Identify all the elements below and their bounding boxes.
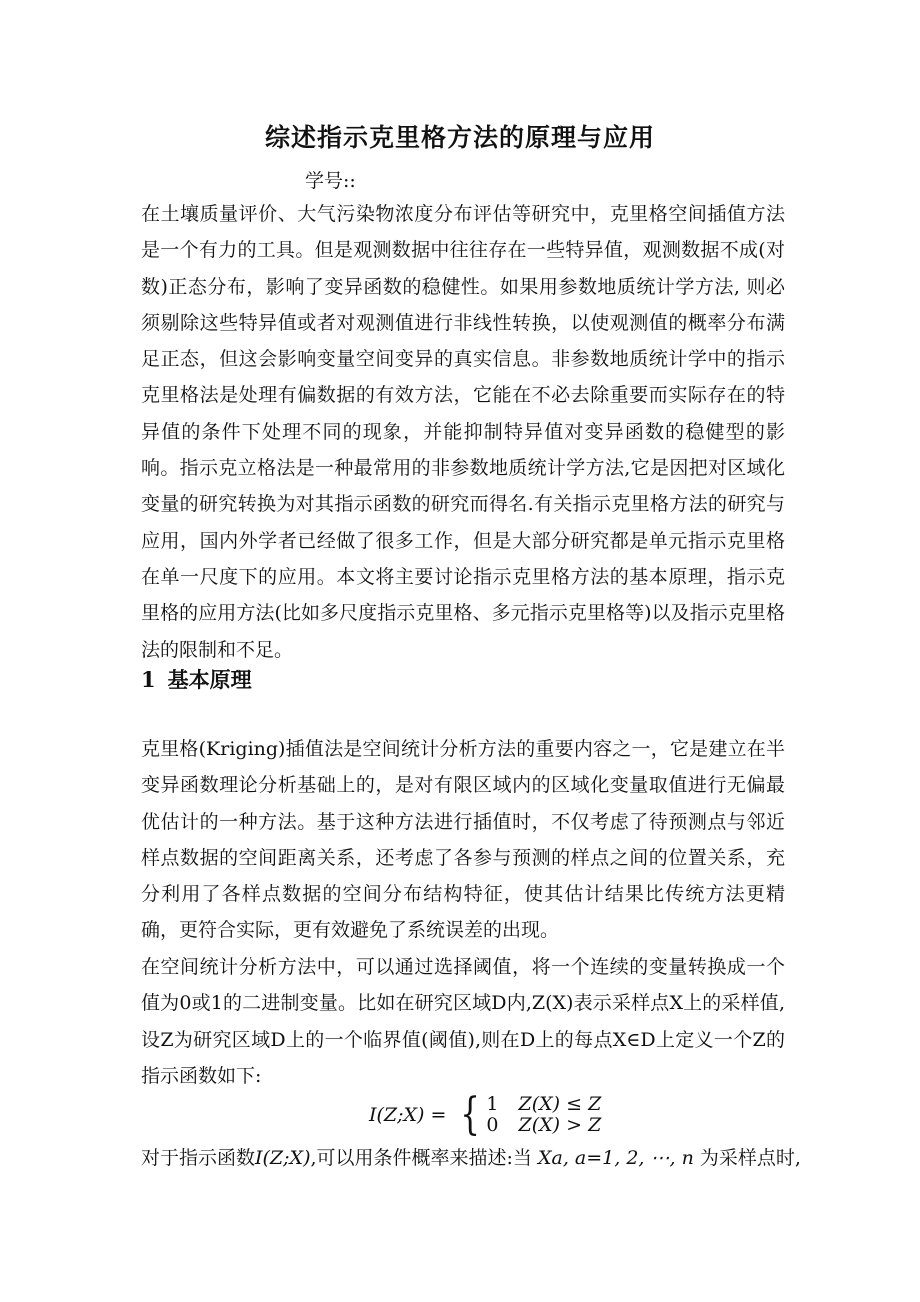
last-line-function: I(Z;X): [255, 1147, 311, 1169]
kriging-paragraph: 克里格(Kriging)插值法是空间统计分析方法的重要内容之一，它是建立在半变异函数理论分析基础上的，是对有限区域内的区域化变量取值进行无偏最优估计的一种方法。基于这种方法进行插值时，不仅考虑了待预测点与邻近样点数据的空间距离关系，还考虑了各参与预测的样点之间的位置关系，充分利用了各样点数据的空间分布结构特征，使其估计结果比传统方法更精确，更符合实际，更有效避免了系统误差的出现。: [141, 738, 785, 942]
conditional-probability-line: [141, 1143, 801, 1170]
intro-paragraph: 在土壤质量评价、大气污染物浓度分布评估等研究中，克里格空间插值方法是一个有力的工具。但是观测数据中往往存在一些特异值，观测数据不成(对数)正态分布，影响了变异函数的稳健性。如果用参数地质统计学方法, 则必须剔除这些特异值或者对观测值进行非线性转换，以使观测值的概率分布满足正态，但这会影响变量空间变异的真实信息。非参数地质统计学中的指示克里格法是处理有偏数据的有效方法，它能在不必去除重要而实际存在的特异值的条件下处理不同的现象，并能抑制特异值对变异函数的稳健型的影响。指示克立格法是一种最常用的非参数地质统计学方法,它是因把对区域化变量的研究转换为对其指示函数的研究而得名.有关指示克里格方法的研究与应用，国内外学者已经做了很多工作，但是大部分研究都是单元指示克里格在单一尺度下的应用。本文将主要讨论指示克里格方法的基本原理，指示克里格的应用方法(比如多尺度指示克里格、多元指示克里格等)以及指示克里格法的限制和不足。: [141, 203, 785, 661]
student-number-label: 学号::: [305, 170, 356, 192]
section-number: 1: [141, 667, 156, 692]
last-line-variables: Xa, a=1, 2, ⋯, n: [537, 1147, 694, 1169]
document-title: 综述指示克里格方法的原理与应用: [264, 123, 655, 152]
case2-condition: Z(X) > Z: [518, 1114, 602, 1136]
formula-brace: {: [460, 1089, 481, 1140]
indicator-paragraph: 在空间统计分析方法中，可以通过选择阈值，将一个连续的变量转换成一个值为0或1的二进制变量。比如在研究区域D内,Z(X)表示采样点X上的采样值,设Z为研究区域D上的一个临界值(阈值),则在D上的每点X∈D上定义一个Z的指示函数如下:: [141, 956, 785, 1087]
case1-value: 1: [486, 1093, 499, 1115]
section-title: 基本原理: [167, 667, 252, 692]
case2-value: 0: [486, 1114, 499, 1136]
case1-condition: Z(X) ≤ Z: [518, 1093, 602, 1115]
last-line-suffix: 为采样点时,: [693, 1147, 801, 1169]
formula-cases: [486, 1094, 601, 1136]
last-line-middle: ,可以用条件概率来描述:当: [310, 1147, 538, 1169]
formula-lhs: I(Z;X) =: [369, 1104, 447, 1126]
section-heading: [141, 664, 252, 694]
last-line-prefix: 对于指示函数: [141, 1147, 256, 1169]
indicator-function-formula: [369, 1089, 602, 1140]
